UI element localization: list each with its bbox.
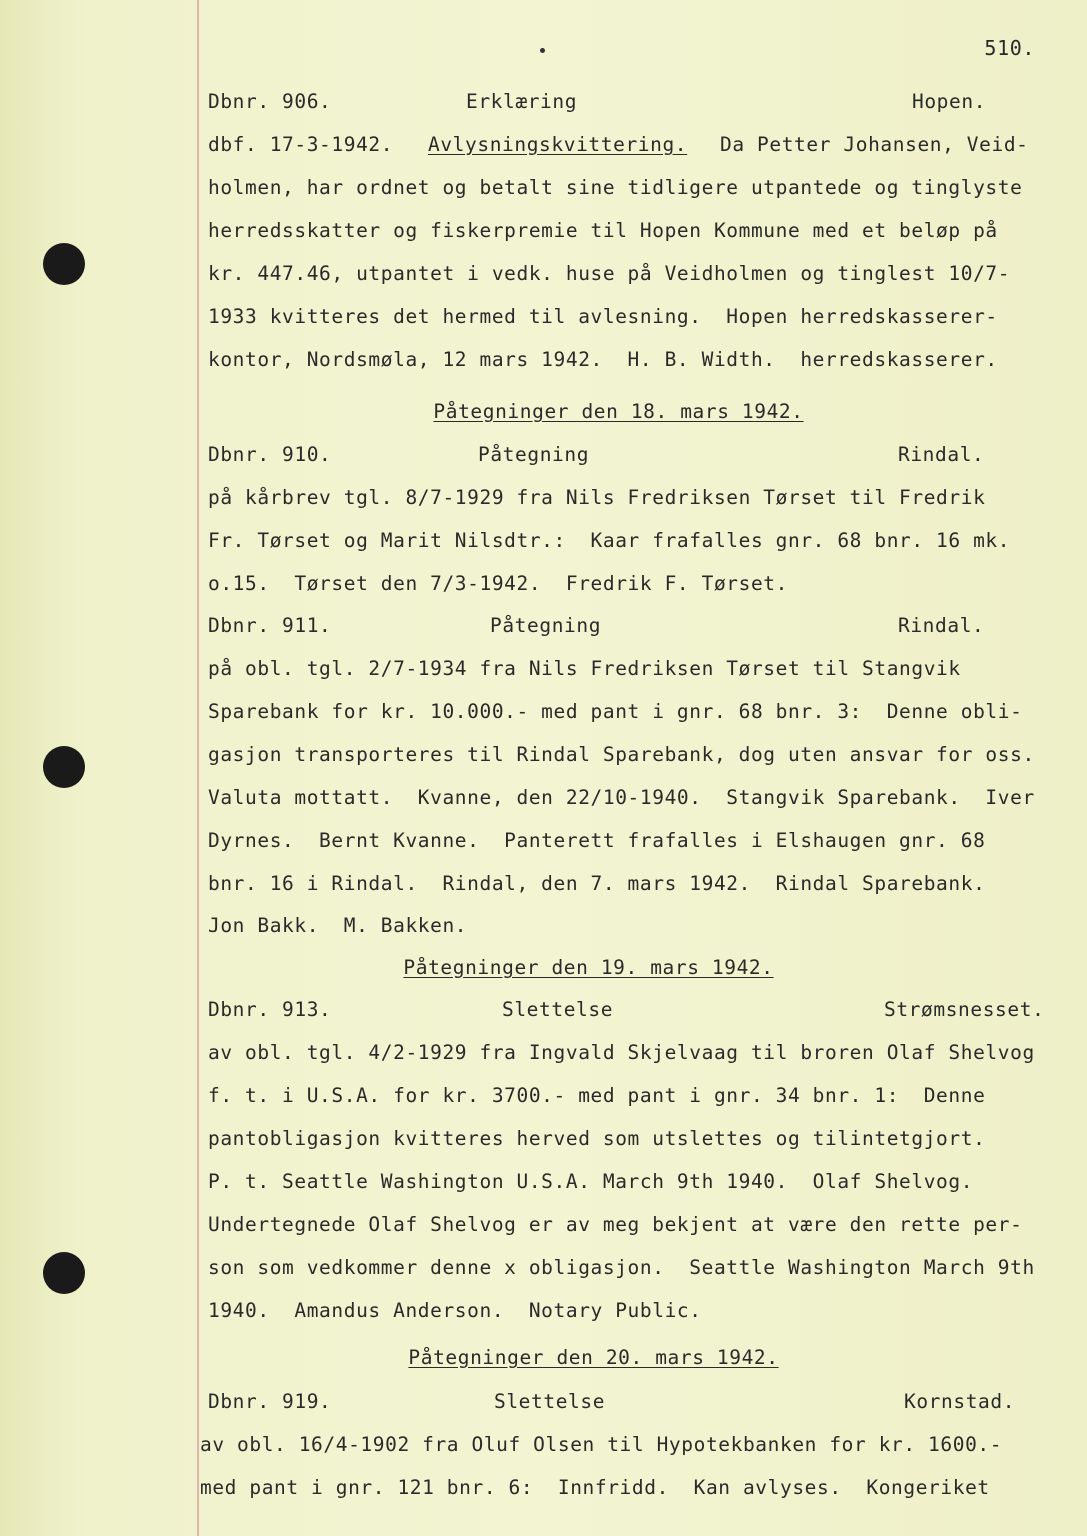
page-number: 510. <box>984 36 1035 60</box>
entry-type: Påtegning <box>490 614 602 637</box>
ink-dot <box>540 48 545 53</box>
text-line: f. t. i U.S.A. for kr. 3700.- med pant i gnr. 34 bnr. 1: Denne <box>208 1084 986 1107</box>
text-line: bnr. 16 i Rindal. Rindal, den 7. mars 1942. Rindal Sparebank. <box>208 872 986 895</box>
text-line: kontor, Nordsmøla, 12 mars 1942. H. B. Width. herredskasserer. <box>208 348 998 371</box>
text-line: av obl. 16/4-1902 fra Oluf Olsen til Hypotekbanken for kr. 1600.- <box>200 1433 1003 1456</box>
binder-hole <box>43 1252 85 1294</box>
entry-header <box>208 443 1067 467</box>
text-line: på obl. tgl. 2/7-1934 fra Nils Fredriksen Tørset til Stangvik <box>208 657 961 680</box>
place: Rindal. <box>898 614 985 637</box>
text-fragment: Da Petter Johansen, Veid- <box>720 133 1029 156</box>
place: Kornstad. <box>904 1390 1016 1413</box>
text-line: Sparebank for kr. 10.000.- med pant i gnr. 68 bnr. 3: Denne obli- <box>208 700 1023 723</box>
place: Strømsnesset. <box>884 998 1045 1021</box>
place: Rindal. <box>898 443 985 466</box>
text-line: Fr. Tørset og Marit Nilsdtr.: Kaar frafalles gnr. 68 bnr. 16 mk. <box>208 529 1011 552</box>
entry-header <box>208 614 1067 638</box>
text-line: av obl. tgl. 4/2-1929 fra Ingvald Skjelvaag til broren Olaf Shelvog <box>208 1041 1035 1064</box>
text-line: pantobligasjon kvitteres herved som utslettes og tilintetgjort. <box>208 1127 986 1150</box>
text-line <box>208 133 1067 157</box>
date-heading: Påtegninger den 18. mars 1942. <box>433 400 804 423</box>
entry-header <box>208 1390 1067 1414</box>
date-heading: Påtegninger den 20. mars 1942. <box>408 1346 779 1369</box>
binder-hole <box>43 746 85 788</box>
dbnr: Dbnr. 906. <box>208 90 332 113</box>
text-line: Jon Bakk. M. Bakken. <box>208 914 468 937</box>
entry-header <box>208 90 1067 114</box>
registration-date: dbf. 17-3-1942. <box>208 133 394 156</box>
text-line: 1933 kvitteres det hermed til avlesning. Hopen herredskasserer- <box>208 305 998 328</box>
binder-hole <box>43 243 85 285</box>
text-line: med pant i gnr. 121 bnr. 6: Innfridd. Kan avlyses. Kongeriket <box>200 1476 990 1499</box>
text-line: gasjon transporteres til Rindal Sparebank, dog uten ansvar for oss. <box>208 743 1035 766</box>
text-line: o.15. Tørset den 7/3-1942. Fredrik F. Tørset. <box>208 572 788 595</box>
date-heading: Påtegninger den 19. mars 1942. <box>403 956 774 979</box>
text-line: holmen, har ordnet og betalt sine tidligere utpantede og tinglyste <box>208 176 1023 199</box>
dbnr: Dbnr. 919. <box>208 1390 332 1413</box>
text-line: son som vedkommer denne x obligasjon. Seattle Washington March 9th <box>208 1256 1035 1279</box>
entry-type: Slettelse <box>502 998 614 1021</box>
dbnr: Dbnr. 911. <box>208 614 332 637</box>
text-line: på kårbrev tgl. 8/7-1929 fra Nils Fredriksen Tørset til Fredrik <box>208 486 986 509</box>
text-line: Undertegnede Olaf Shelvog er av meg bekjent at være den rette per- <box>208 1213 1023 1236</box>
entry-type: Påtegning <box>478 443 590 466</box>
text-line: 1940. Amandus Anderson. Notary Public. <box>208 1299 702 1322</box>
text-line: Dyrnes. Bernt Kvanne. Panterett frafalles i Elshaugen gnr. 68 <box>208 829 986 852</box>
entry-header <box>208 998 1067 1022</box>
dbnr: Dbnr. 913. <box>208 998 332 1021</box>
place: Hopen. <box>912 90 987 113</box>
dbnr: Dbnr. 910. <box>208 443 332 466</box>
text-line: P. t. Seattle Washington U.S.A. March 9th 1940. Olaf Shelvog. <box>208 1170 974 1193</box>
entry-type: Slettelse <box>494 1390 606 1413</box>
text-line: herredsskatter og fiskerpremie til Hopen Kommune med et beløp på <box>208 219 998 242</box>
entry-type: Erklæring <box>466 90 578 113</box>
text-line: kr. 447.46, utpantet i vedk. huse på Veidholmen og tinglest 10/7- <box>208 262 1011 285</box>
margin-rule <box>197 0 199 1536</box>
text-line: Valuta mottatt. Kvanne, den 22/10-1940. Stangvik Sparebank. Iver <box>208 786 1035 809</box>
document-title: Avlysningskvittering. <box>428 133 688 156</box>
